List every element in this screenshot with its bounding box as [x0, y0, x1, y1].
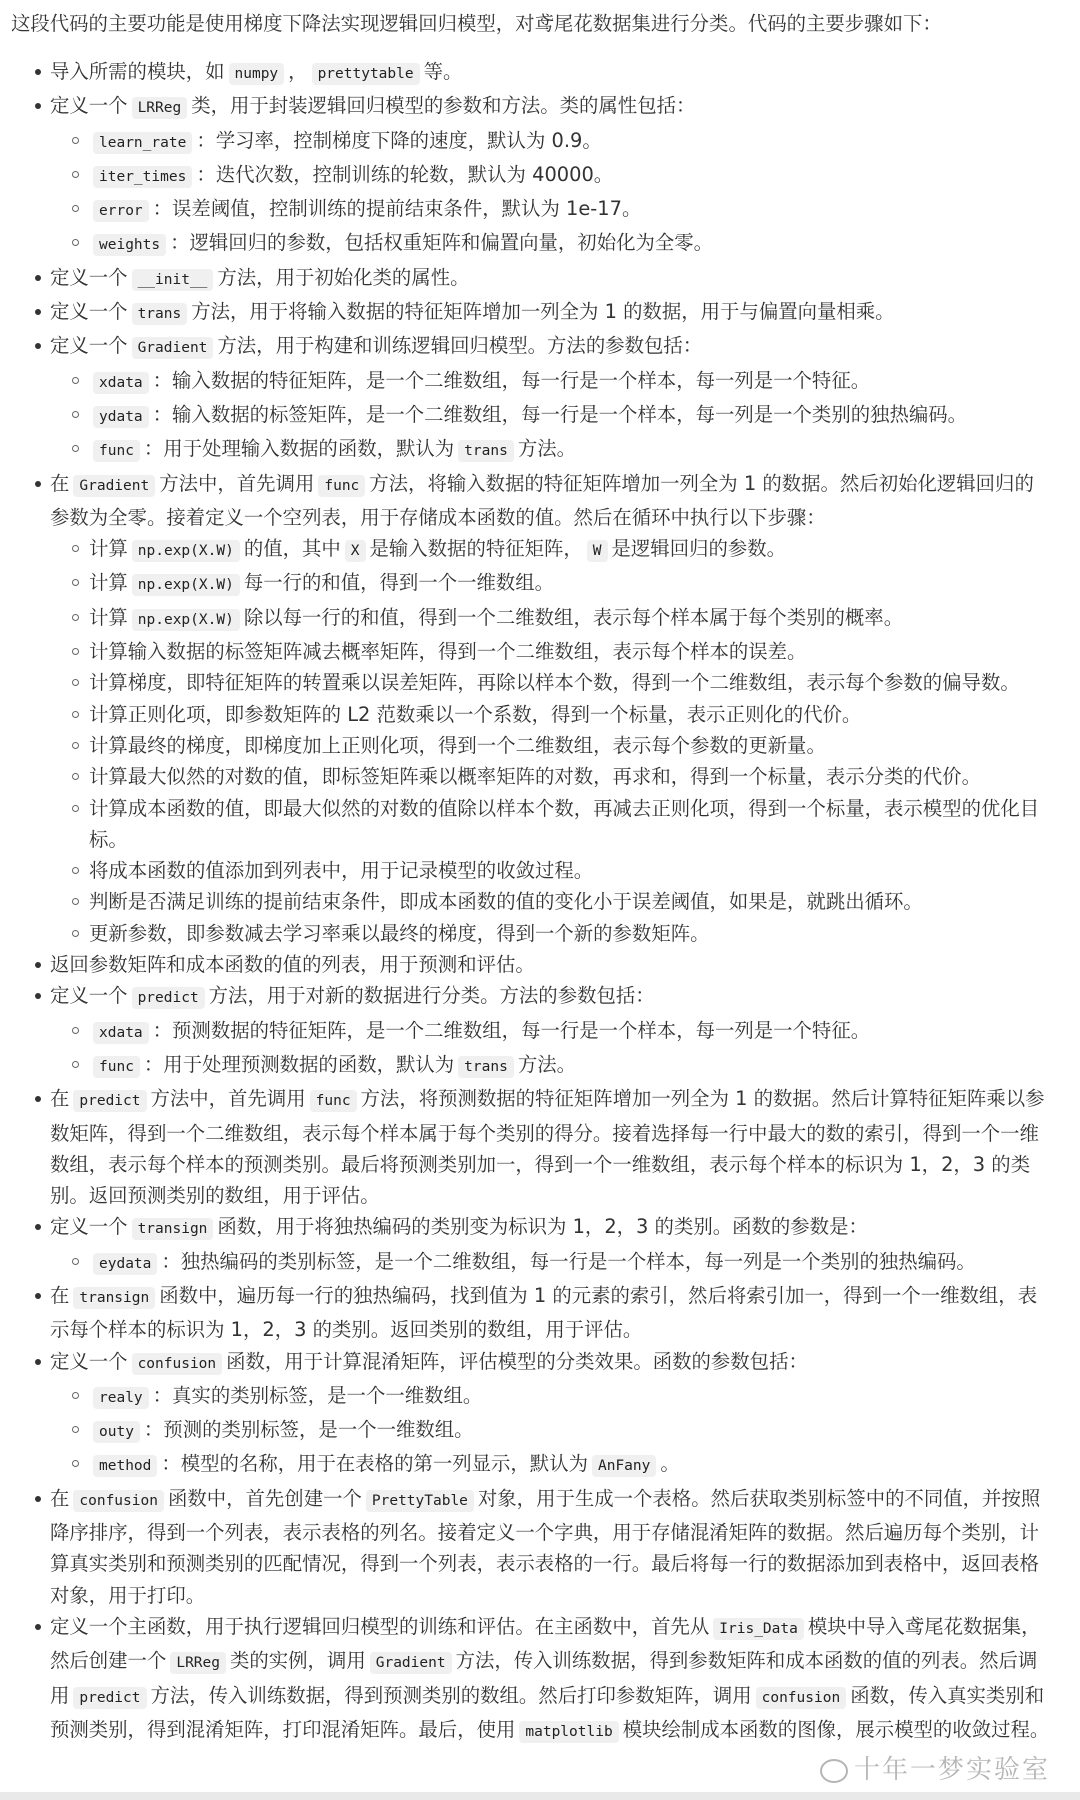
inline-code: predict — [132, 987, 205, 1009]
inline-code: method — [93, 1455, 157, 1477]
text: ：输入数据的标签矩阵，是一个二维数组，每一行是一个样本，每一列是一个类别的独热编码。 — [152, 402, 968, 426]
text: 函数，用于将独热编码的类别变为标识为 1，2，3 的类别。函数的参数是： — [217, 1215, 868, 1239]
text: 函数中，首先创建一个 — [167, 1486, 362, 1510]
inline-code: learn_rate — [93, 132, 192, 154]
inline-code: trans — [458, 440, 514, 462]
text: 。 — [660, 1452, 680, 1476]
text: ：预测数据的特征矩阵，是一个二维数组，每一行是一个样本，每一列是一个特征。 — [152, 1018, 871, 1042]
inline-code: ydata — [93, 406, 149, 428]
inline-code: np.exp(X.W) — [132, 609, 240, 631]
inline-code: func — [318, 475, 365, 497]
text: 函数中，遍历每一行的独热编码，找到值为 1 的元素的索引，然后将索引加一，得到一个一维数组，表示每个样本的标识为 1，2，3 的类别。返回类别的数组，用于评估。 — [50, 1283, 1038, 1342]
text: 方法，将预测数据的特征矩阵增加一列全为 1 的数据。然后计算特征矩阵乘以参数矩阵，得到一个二维数组，表示每个样本属于每个类别的得分。接着选择每一行中最大的数的索引，得到一个一维数组，表示每个样本的预测类别。最后将预测类别加一，得到一个一维数组，表示每个样本的标识为 1，2，3 的类别。返回预测类别的数组，用于评估。 — [50, 1087, 1045, 1208]
inline-code: Gradient — [73, 475, 155, 497]
text: ：真实的类别标签，是一个一维数组。 — [152, 1383, 483, 1407]
text: ：学习率，控制梯度下降的速度，默认为 0.9。 — [196, 128, 602, 152]
intro-paragraph: 这段代码的主要功能是使用梯度下降法实现逻辑回归模型，对鸢尾花数据集进行分类。代码的主要步骤如下： — [11, 12, 942, 35]
text: 是逻辑回归的参数。 — [611, 537, 787, 561]
sub-list-item — [89, 918, 1051, 949]
sub-list-item — [89, 567, 1051, 601]
text: 方法中，首先调用 — [150, 1087, 306, 1111]
text: 函数，传入真实类别和预测类别，得到混淆矩阵，打印混淆矩阵。最后，使用 — [50, 1683, 1045, 1741]
inline-code: LRReg — [170, 1652, 226, 1674]
text: ：迭代次数，控制训练的轮数，默认为 40000。 — [196, 162, 614, 186]
text: 在 — [50, 471, 70, 495]
inline-code: weights — [93, 234, 166, 256]
text: 在 — [50, 1486, 70, 1510]
text: 计算梯度，即特征矩阵的转置乘以误差矩阵，再除以样本个数，得到一个二维数组，表示每个参数的偏导数。 — [89, 671, 1020, 695]
sub-list-item — [89, 433, 1051, 467]
text: 计算 — [89, 605, 128, 629]
text: 计算 — [89, 537, 128, 561]
list-item — [50, 468, 1050, 534]
text: 定义一个 — [50, 300, 128, 324]
text: 是输入数据的特征矩阵， — [369, 537, 583, 561]
steps-list — [0, 56, 1080, 1748]
inline-code: xdata — [93, 1022, 149, 1044]
sub-list-item — [89, 125, 1051, 159]
sub-list-item — [89, 602, 1051, 636]
text: 每一行的和值，得到一个一维数组。 — [243, 571, 555, 595]
text: 定义一个 — [50, 1349, 128, 1373]
text: 计算 — [89, 571, 128, 595]
text: ， — [288, 60, 308, 83]
sub-list-item — [89, 399, 1051, 433]
text: 方法。 — [517, 1052, 576, 1076]
list-item — [50, 1346, 1050, 1380]
text: 定义一个 — [50, 1215, 128, 1239]
watermark — [0, 1752, 1080, 1788]
inline-code: PrettyTable — [366, 1490, 474, 1512]
list-item — [50, 949, 1050, 980]
sub-list-item — [89, 1015, 1051, 1049]
inline-code: AnFany — [592, 1455, 656, 1477]
text: 的值，其中 — [243, 537, 341, 561]
inline-code: Gradient — [370, 1652, 452, 1674]
text: ：模型的名称，用于在表格的第一列显示，默认为 — [161, 1452, 588, 1476]
text: 方法，将输入数据的特征矩阵增加一列全为 1 的数据。然后初始化逻辑回归的参数为全零。接着定义一个空列表，用于存储成本函数的值。然后在循环中执行以下步骤： — [50, 471, 1034, 529]
inline-code: predict — [73, 1090, 146, 1112]
watermark-text: 十年一梦实验室 — [853, 1755, 1050, 1786]
text: ：逻辑回归的参数，包括权重矩阵和偏置向量，初始化为全零。 — [170, 231, 714, 255]
wechat-icon — [820, 1759, 848, 1783]
list-item — [50, 1211, 1050, 1245]
inline-code: func — [310, 1090, 357, 1112]
inline-code: transign — [73, 1287, 155, 1309]
text: 定义一个 — [50, 265, 128, 289]
sub-list-item — [89, 1448, 1051, 1482]
inline-code: X — [345, 540, 366, 562]
text: ：用于处理输入数据的函数，默认为 — [143, 437, 455, 461]
text: 定义一个 — [50, 94, 128, 118]
inline-code: trans — [458, 1056, 514, 1078]
text: 计算成本函数的值，即最大似然的对数的值除以样本个数，再减去正则化项，得到一个标量，表示模型的优化目标。 — [89, 796, 1040, 851]
sub-list-item — [89, 699, 1051, 730]
list-item — [50, 296, 1050, 330]
inline-code: xdata — [93, 372, 149, 394]
text: 方法，用于初始化类的属性。 — [217, 265, 470, 289]
inline-code: realy — [93, 1387, 149, 1409]
text: 计算最终的梯度，即梯度加上正则化项，得到一个二维数组，表示每个参数的更新量。 — [89, 733, 826, 757]
text: 除以每一行的和值，得到一个二维数组，表示每个样本属于每个类别的概率。 — [243, 605, 904, 629]
inline-code: np.exp(X.W) — [132, 574, 240, 596]
inline-code: transign — [132, 1218, 214, 1240]
sub-list-item — [89, 886, 1051, 917]
list-item — [50, 980, 1050, 1014]
text: 导入所需的模块，如 — [50, 60, 225, 83]
sub-list-item — [89, 533, 1051, 567]
inline-code: outy — [93, 1421, 140, 1443]
text: 模块中导入鸢尾花数据集，然后创建一个 — [50, 1614, 1041, 1673]
sub-list-item — [89, 855, 1051, 886]
text: 方法，用于将输入数据的特征矩阵增加一列全为 1 的数据，用于与偏置向量相乘。 — [191, 300, 895, 324]
text: 函数，用于计算混淆矩阵，评估模型的分类效果。函数的参数包括： — [226, 1349, 808, 1373]
text: 方法，用于构建和训练逻辑回归模型。方法的参数包括： — [217, 334, 703, 358]
sub-list-item — [89, 1246, 1051, 1280]
list-item — [50, 330, 1050, 364]
sub-list-item — [89, 730, 1051, 761]
text: 定义一个 — [50, 334, 128, 358]
text: 方法，用于对新的数据进行分类。方法的参数包括： — [208, 984, 655, 1008]
inline-code: W — [587, 540, 608, 562]
text: 将成本函数的值添加到列表中，用于记录模型的收敛过程。 — [89, 859, 594, 883]
text: 方法中，首先调用 — [159, 471, 315, 495]
inline-code: predict — [73, 1687, 146, 1709]
text: 方法，传入训练数据，得到参数矩阵和成本函数的值的列表。然后调用 — [50, 1649, 1038, 1707]
list-item — [50, 1611, 1050, 1748]
text: 判断是否满足训练的提前结束条件，即成本函数的值的变化小于误差阈值，如果是，就跳出循环。 — [89, 890, 923, 914]
text: 返回参数矩阵和成本函数的值的列表，用于预测和评估。 — [50, 953, 535, 977]
inline-code: __init__ — [132, 269, 214, 291]
sub-list-item — [89, 193, 1051, 227]
sub-list-item — [89, 1049, 1051, 1083]
inline-code: error — [93, 200, 149, 222]
text: 在 — [50, 1087, 70, 1111]
text: 在 — [50, 1283, 70, 1307]
inline-code: numpy — [229, 63, 285, 85]
sub-list-item — [89, 1380, 1051, 1414]
text: ：输入数据的特征矩阵，是一个二维数组，每一行是一个样本，每一列是一个特征。 — [152, 368, 871, 392]
text: 类，用于封装逻辑回归模型的参数和方法。类的属性包括： — [191, 94, 696, 118]
text: 类的实例，调用 — [230, 1649, 366, 1673]
inline-code: Gradient — [132, 337, 214, 359]
text: ：预测的类别标签，是一个一维数组。 — [143, 1418, 474, 1442]
inline-code: iter_times — [93, 166, 192, 188]
sub-list-item — [89, 667, 1051, 698]
list-item — [50, 262, 1050, 296]
cut-off-next-line — [0, 1792, 1080, 1800]
inline-code: trans — [132, 303, 188, 325]
inline-code: prettytable — [312, 63, 420, 85]
inline-code: np.exp(X.W) — [132, 540, 240, 562]
text: 方法。 — [517, 437, 576, 461]
text: 定义一个主函数，用于执行逻辑回归模型的训练和评估。在主函数中，首先从 — [50, 1614, 710, 1638]
inline-code: confusion — [132, 1353, 223, 1375]
text: ：独热编码的类别标签，是一个二维数组，每一行是一个样本，每一列是一个类别的独热编码。 — [161, 1249, 976, 1273]
list-item — [50, 1083, 1050, 1211]
text: 定义一个 — [50, 984, 128, 1008]
inline-code: matplotlib — [519, 1721, 618, 1743]
text: 计算输入数据的标签矩阵减去概率矩阵，得到一个二维数组，表示每个样本的误差。 — [89, 640, 807, 664]
inline-code: confusion — [73, 1490, 164, 1512]
sub-list-item — [89, 365, 1051, 399]
sub-list-item — [89, 761, 1051, 792]
inline-code: confusion — [756, 1687, 847, 1709]
text: ：用于处理预测数据的函数，默认为 — [143, 1052, 455, 1076]
text: 计算最大似然的对数的值，即标签矩阵乘以概率矩阵的对数，再求和，得到一个标量，表示分类的代价。 — [89, 765, 981, 789]
sub-list-item — [89, 227, 1051, 261]
inline-code: func — [93, 1056, 140, 1078]
text: 模块绘制成本函数的图像，展示模型的收敛过程。 — [622, 1717, 1050, 1741]
inline-code: LRReg — [132, 97, 188, 119]
text: 计算正则化项，即参数矩阵的 L2 范数乘以一个系数，得到一个标量，表示正则化的代价。 — [89, 702, 862, 726]
text: 对象，用于生成一个表格。然后获取类别标签中的不同值，并按照降序排序，得到一个列表，表示表格的列名。接着定义一个字典，用于存储混淆矩阵的数据。然后遍历每个类别，计算真实类别和预测类别的匹配情况，得到一个列表，表示表格的一行。最后将每一行的数据添加到表格中，返回表格对象，用于打印。 — [50, 1486, 1041, 1607]
inline-code: func — [93, 440, 140, 462]
inline-code: Iris_Data — [713, 1618, 804, 1640]
sub-list-item — [89, 1414, 1051, 1448]
sub-list-item — [89, 636, 1051, 667]
text: 更新参数，即参数减去学习率乘以最终的梯度，得到一个新的参数矩阵。 — [89, 921, 710, 945]
list-item — [50, 90, 1050, 124]
text: ：误差阈值，控制训练的提前结束条件，默认为 1e-17。 — [152, 197, 642, 221]
sub-list-item — [89, 793, 1051, 856]
text: 等。 — [423, 60, 463, 83]
inline-code: eydata — [93, 1253, 157, 1275]
list-item — [50, 1483, 1050, 1611]
sub-list-item — [89, 159, 1051, 193]
text: 方法，传入训练数据，得到预测类别的数组。然后打印参数矩阵，调用 — [150, 1683, 752, 1707]
list-item — [50, 1280, 1050, 1346]
list-item — [50, 56, 1050, 90]
